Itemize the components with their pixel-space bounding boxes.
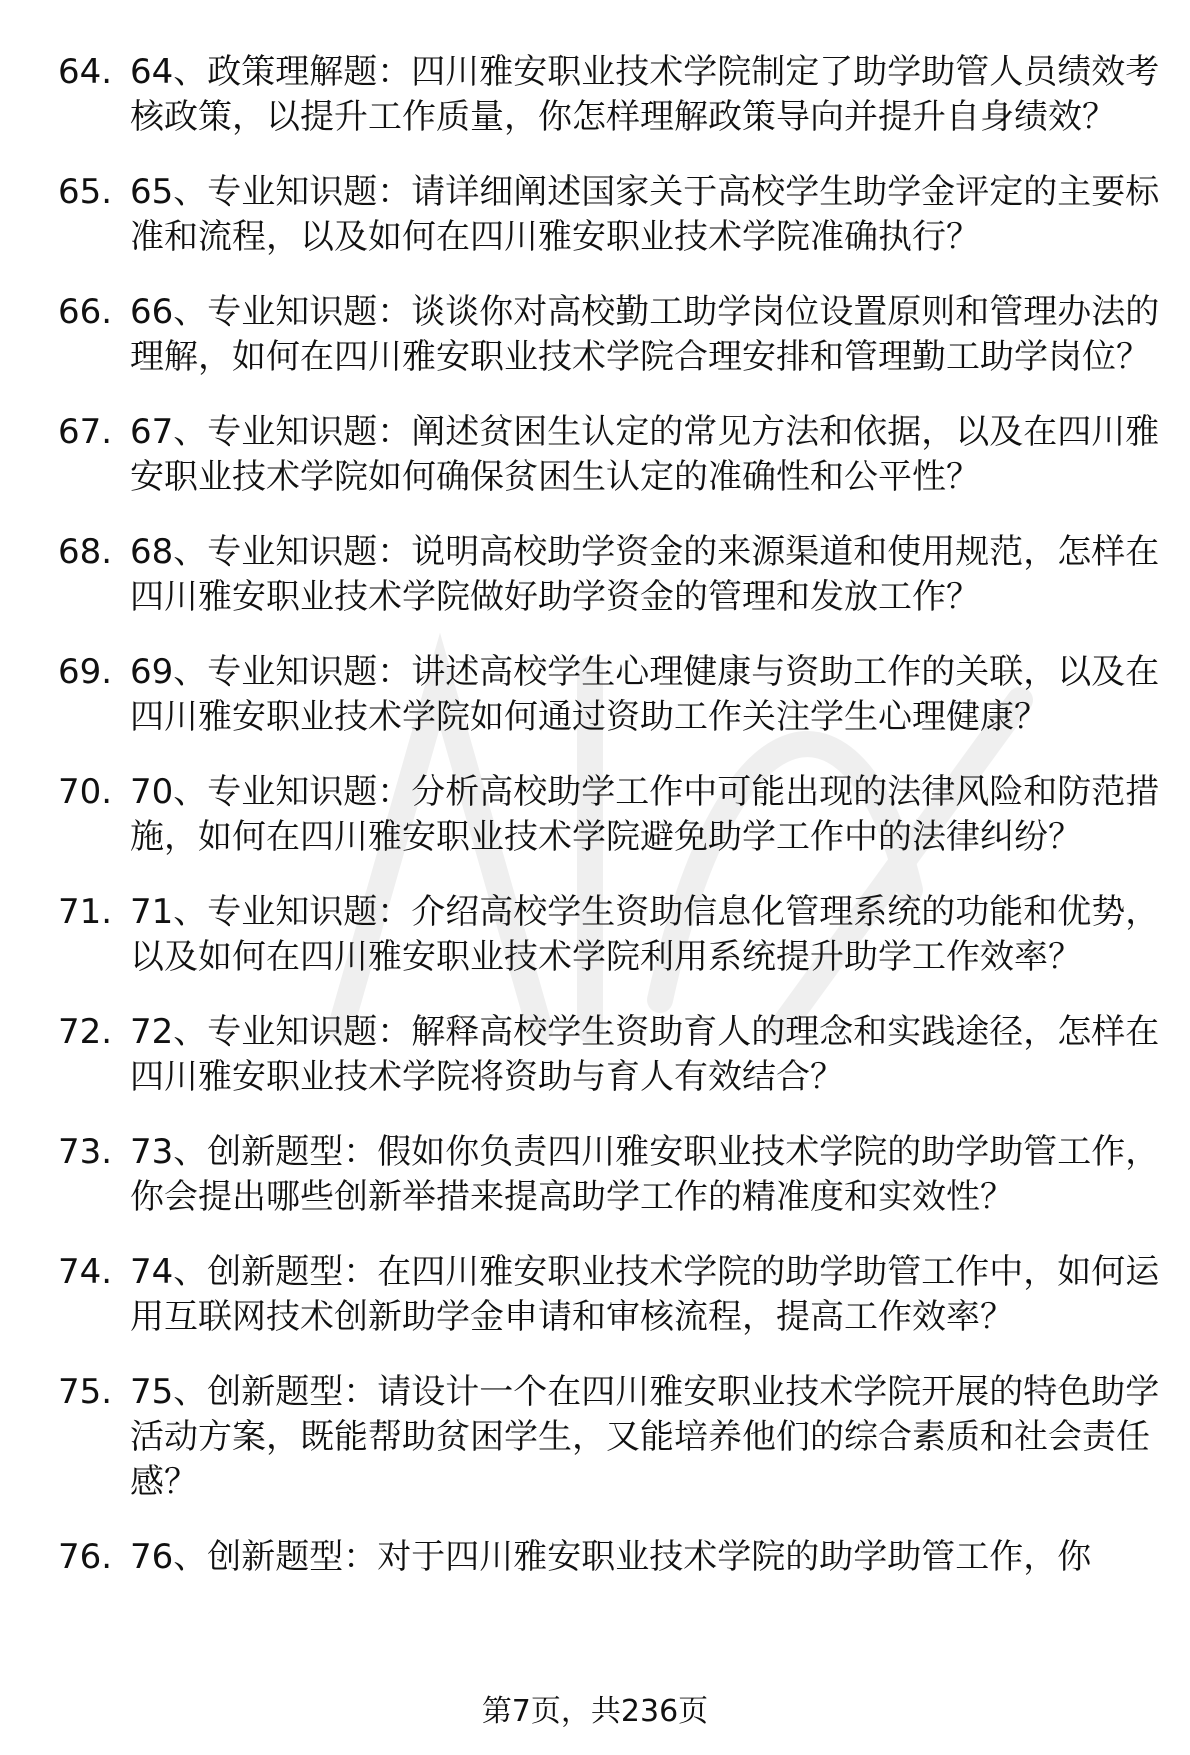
question-item [58,50,1158,140]
page-number-label: 第7页，共236页 [481,1694,709,1729]
question-number: 67. [58,412,113,452]
question-text: 67、专业知识题：阐述贫困生认定的常见方法和依据，以及在四川雅安职业技术学院如何确保贫困生认定的准确性和公平性？ [130,412,1160,497]
question-item [58,1535,1158,1580]
question-number: 72. [58,1012,113,1052]
question-number: 68. [58,532,113,572]
question-text: 75、创新题型：请设计一个在四川雅安职业技术学院开展的特色助学活动方案，既能帮助贫困学生，又能培养他们的综合素质和社会责任感？ [130,1372,1160,1502]
question-item [58,650,1158,740]
question-item [58,1370,1158,1505]
question-item [58,1250,1158,1340]
question-text: 74、创新题型：在四川雅安职业技术学院的助学助管工作中，如何运用互联网技术创新助学金申请和审核流程，提高工作效率？ [130,1252,1160,1337]
question-item [58,770,1158,860]
question-number: 69. [58,652,113,692]
question-text: 69、专业知识题：讲述高校学生心理健康与资助工作的关联，以及在四川雅安职业技术学院如何通过资助工作关注学生心理健康？ [130,652,1160,737]
question-text: 76、创新题型：对于四川雅安职业技术学院的助学助管工作，你 [130,1537,1092,1577]
question-number: 75. [58,1372,113,1412]
question-item [58,1130,1158,1220]
question-item [58,530,1158,620]
question-item [58,290,1158,380]
question-number: 73. [58,1132,113,1172]
question-list [58,50,1158,1610]
question-item [58,890,1158,980]
question-number: 66. [58,292,113,332]
question-number: 70. [58,772,113,812]
question-text: 73、创新题型：假如你负责四川雅安职业技术学院的助学助管工作，你会提出哪些创新举措来提高助学工作的精准度和实效性？ [130,1132,1160,1217]
question-number: 64. [58,52,113,92]
question-number: 76. [58,1537,113,1577]
question-text: 66、专业知识题：谈谈你对高校勤工助学岗位设置原则和管理办法的理解，如何在四川雅安职业技术学院合理安排和管理勤工助学岗位？ [130,292,1160,377]
question-text: 64、政策理解题：四川雅安职业技术学院制定了助学助管人员绩效考核政策，以提升工作质量，你怎样理解政策导向并提升自身绩效？ [130,52,1160,137]
question-number: 65. [58,172,113,212]
question-item [58,170,1158,260]
question-number: 74. [58,1252,113,1292]
question-number: 71. [58,892,113,932]
question-item [58,410,1158,500]
question-text: 71、专业知识题：介绍高校学生资助信息化管理系统的功能和优势，以及如何在四川雅安职业技术学院利用系统提升助学工作效率？ [130,892,1160,977]
question-text: 72、专业知识题：解释高校学生资助育人的理念和实践途径，怎样在四川雅安职业技术学院将资助与育人有效结合？ [130,1012,1160,1097]
question-text: 68、专业知识题：说明高校助学资金的来源渠道和使用规范，怎样在四川雅安职业技术学院做好助学资金的管理和发放工作？ [130,532,1160,617]
page-footer [0,1692,1190,1732]
question-text: 70、专业知识题：分析高校助学工作中可能出现的法律风险和防范措施，如何在四川雅安职业技术学院避免助学工作中的法律纠纷？ [130,772,1160,857]
question-text: 65、专业知识题：请详细阐述国家关于高校学生助学金评定的主要标准和流程，以及如何在四川雅安职业技术学院准确执行？ [130,172,1160,257]
question-item [58,1010,1158,1100]
